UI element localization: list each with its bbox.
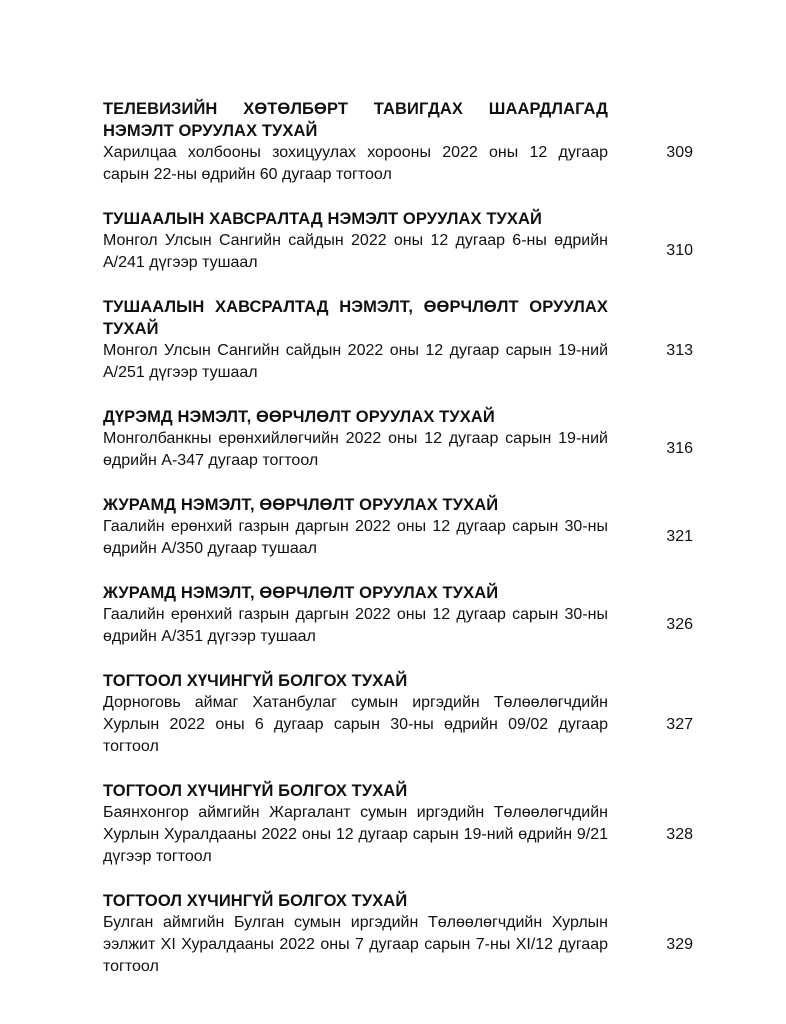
entry-title: ЖУРАМД НЭМЭЛТ, ӨӨРЧЛӨЛТ ОРУУЛАХ ТУХАЙ [103,496,499,514]
entry-title: ТОГТООЛ ХҮЧИНГҮЙ БОЛГОХ ТУХАЙ [103,892,408,910]
table-of-contents [103,98,693,978]
toc-entry [103,98,693,186]
entry-page-number: 316 [666,440,693,457]
entry-page-number: 326 [666,616,693,633]
entry-description: Монгол Улсын Сангийн сайдын 2022 оны 12 дугаар 6-ны өдрийн А/241 дүгээр тушаал [103,232,608,271]
toc-entry [103,780,693,868]
entry-description: Монгол Улсын Сангийн сайдын 2022 оны 12 дугаар сарын 19-ний А/251 дүгээр тушаал [103,342,608,381]
entry-page-number: 321 [666,528,693,545]
entry-title: ТОГТООЛ ХҮЧИНГҮЙ БОЛГОХ ТУХАЙ [103,782,408,800]
entry-page-number: 328 [666,826,693,843]
toc-entry [103,208,693,274]
entry-title: ДҮРЭМД НЭМЭЛТ, ӨӨРЧЛӨЛТ ОРУУЛАХ ТУХАЙ [103,408,495,426]
entry-page-number: 313 [666,342,693,359]
toc-entry [103,406,693,472]
toc-entry [103,296,693,384]
entry-title: ТУШААЛЫН ХАВСРАЛТАД НЭМЭЛТ ОРУУЛАХ ТУХАЙ [103,210,542,228]
entry-page-number: 310 [666,242,693,259]
entry-title: ТУШААЛЫН ХАВСРАЛТАД НЭМЭЛТ, ӨӨРЧЛӨЛТ ОРУУЛАХ ТУХАЙ [103,298,608,338]
entry-page-number: 329 [666,936,693,953]
entry-description: Монголбанкны ерөнхийлөгчийн 2022 оны 12 дугаар сарын 19-ний өдрийн А-347 дугаар тогтоол [103,430,608,469]
entry-page-number: 327 [666,716,693,733]
entry-description: Дорноговь аймаг Хатанбулаг сумын иргэдийн Төлөөлөгчдийн Хурлын 2022 оны 6 дугаар сарын 30-ны өдрийн 09/02 дугаар тогтоол [103,694,608,755]
toc-entry [103,494,693,560]
entry-title: ТОГТООЛ ХҮЧИНГҮЙ БОЛГОХ ТУХАЙ [103,672,408,690]
entry-description: Булган аймгийн Булган сумын иргэдийн Төлөөлөгчдийн Хурлын ээлжит XI Хуралдааны 2022 оны 7 дугаар сарын 7-ны XI/12 дугаар тогтоол [103,914,608,975]
toc-entry [103,582,693,648]
entry-description: Гаалийн ерөнхий газрын даргын 2022 оны 12 дугаар сарын 30-ны өдрийн А/351 дүгээр тушаал [103,606,608,645]
entry-description: Харилцаа холбооны зохицуулах хорооны 2022 оны 12 дугаар сарын 22-ны өдрийн 60 дугаар тогтоол [103,144,608,183]
entry-page-number: 309 [666,144,693,161]
entry-title: ЖУРАМД НЭМЭЛТ, ӨӨРЧЛӨЛТ ОРУУЛАХ ТУХАЙ [103,584,499,602]
entry-description: Баянхонгор аймгийн Жаргалант сумын иргэдийн Төлөөлөгчдийн Хурлын Хуралдааны 2022 оны 12 дугаар сарын 19-ний өдрийн 9/21 дүгээр тогтоол [103,804,608,865]
toc-entry [103,890,693,978]
toc-entry [103,670,693,758]
entry-description: Гаалийн ерөнхий газрын даргын 2022 оны 12 дугаар сарын 30-ны өдрийн А/350 дугаар тушаал [103,518,608,557]
entry-title: ТЕЛЕВИЗИЙН ХӨТӨЛБӨРТ ТАВИГДАХ ШААРДЛАГАД НЭМЭЛТ ОРУУЛАХ ТУХАЙ [103,100,608,140]
